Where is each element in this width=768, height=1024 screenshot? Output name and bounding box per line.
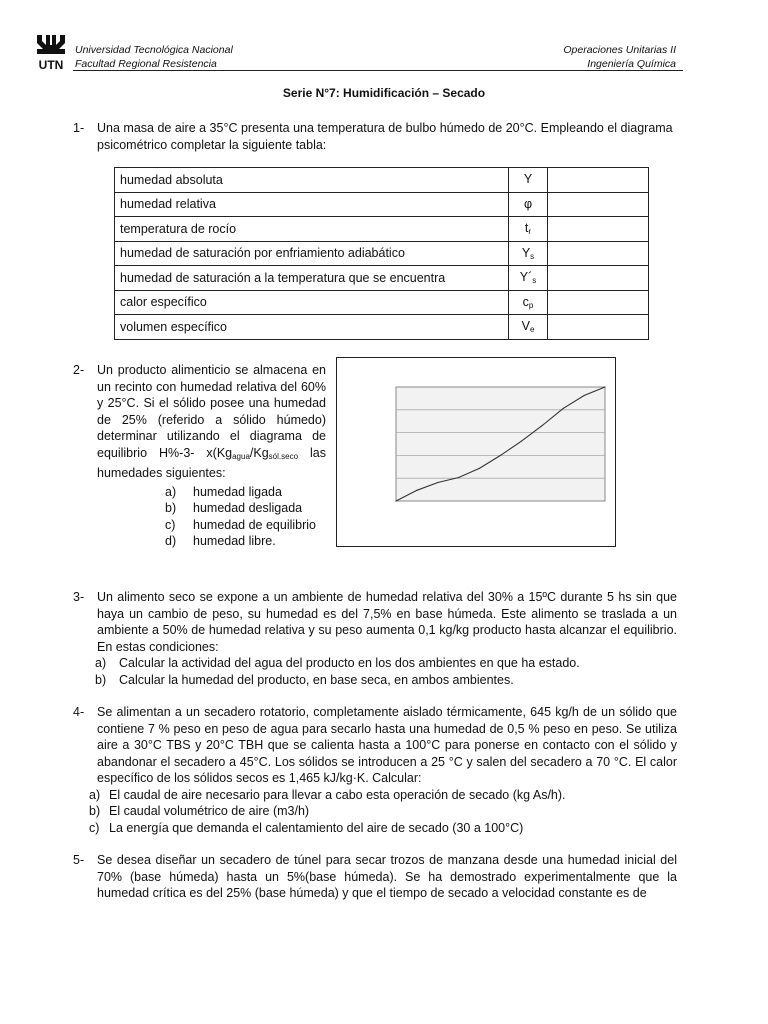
question-number: 5- [73,853,85,867]
question-text: Se desea diseñar un secadero de túnel para secar trozos de manzana desde una humedad inicial del 70% (base húmeda) hasta un 5%(base húmeda). Se ha demostrado experimentalmente que la humedad crítica es del 25% (base húmeda) y que el tiempo de secado a velocidad constante es de [97,853,677,900]
q2-text-part: /Kg [249,445,269,460]
item-label: a) [95,656,107,670]
plot-area [396,387,605,501]
item-label: b) [89,804,101,818]
data-point [604,386,605,387]
item-text: Calcular la actividad del agua del producto en los dos ambientes en que ha estado. [119,656,580,670]
symbol-subscript: s [530,251,535,261]
q4-list [89,787,677,837]
symbol-text: φ [523,196,533,211]
item-text: El caudal de aire necesario para llevar a cabo esta operación de secado (kg As/h). [109,787,566,802]
university-name: Universidad Tecnológica Nacional [75,44,233,56]
logo-text: UTN [38,58,64,72]
list-item [165,484,326,501]
question-text: Se alimentan a un secadero rotatorio, completamente aislado térmicamente, 645 kg/h de un sólido que contiene 7 % peso en peso de agua para secarlo hasta una humedad de 0,5 % peso en peso. Se utiliza aire a 30°C TBS y 20°C TBH que se calienta hasta a 100°C para ponerse en contacto con el sólido y abandonar el secadero a 45°C. Los sólidos se introducen a 25 °C y salen del secadero a 70 °C. El calor específico de los sólidos secos es 1,465 kJ/kg·K. Calcular: [97,705,677,785]
q2-text-part: las humedades siguientes: [97,445,326,480]
list-item [95,655,677,672]
chart-svg [337,358,615,546]
symbol-text: Y [521,245,531,260]
question-number: 2- [73,363,85,377]
data-point [437,482,438,483]
answer-cell[interactable] [548,217,649,242]
table-row [115,266,649,291]
question-text [97,362,326,482]
symbol-text: V [521,319,530,334]
row-label: volumen específico [115,315,509,340]
symbol-text: Y´ [519,270,533,285]
program-name: Ingeniería Química [587,58,676,70]
item-text: El caudal volumétrico de aire (m3/h) [109,804,310,818]
data-point [395,500,396,501]
list-item [165,500,326,517]
answer-cell[interactable] [548,168,649,193]
symbol-subscript: e [529,325,535,335]
item-label: b) [95,672,107,687]
data-point [500,455,501,456]
item-text: humedad de equilibrio [193,517,317,532]
question-4 [73,704,677,836]
answer-cell[interactable] [548,290,649,315]
table-row [115,290,649,315]
data-point [416,490,417,491]
table-row [115,315,649,340]
item-text: humedad desligada [193,501,303,515]
question-text: Una masa de aire a 35°C presenta una temperatura de bulbo húmedo de 20°C. Empleando el diagrama psicométrico completar la siguiente tabla: [97,121,673,152]
utn-logo [34,33,68,73]
row-label: humedad absoluta [115,168,509,193]
answer-cell[interactable] [548,315,649,340]
item-text: humedad libre. [193,534,276,548]
question-5 [73,852,677,902]
item-label: b) [165,501,177,515]
item-label: d) [165,534,177,548]
item-text: La energía que demanda el calentamiento del aire de secado (30 a 100°C) [109,820,524,835]
list-item [89,787,677,804]
course-name: Operaciones Unitarias II [563,44,676,56]
header-right [563,43,676,71]
data-point [521,441,522,442]
table-row [115,241,649,266]
question-number: 1- [73,121,85,135]
row-symbol [509,266,548,291]
list-item [89,803,677,820]
data-point [563,408,564,409]
item-label: c) [89,820,100,835]
row-symbol [509,168,548,193]
row-symbol [509,217,548,242]
q2-subscript: sól.seco [268,451,299,461]
question-text: Un alimento seco se expone a un ambiente de humedad relativa del 30% a 15ºC durante 5 hs sin que haya un cambio de peso, su humedad es del 7,5% en base húmeda. Este alimento se traslada a un ambiente a 50% de humedad relativa y su peso aumenta 0,1 kg/kg producto hasta alcanzar el equilibrio. En estas condiciones: [97,590,677,654]
row-label: humedad relativa [115,192,509,217]
question-3 [73,589,677,688]
answer-cell[interactable] [548,192,649,217]
question-number: 3- [73,590,85,604]
q2-subscript: agua [232,451,250,461]
data-point [542,425,543,426]
symbol-subscript: r [528,227,532,237]
row-symbol [509,315,548,340]
item-label: a) [89,787,101,802]
page-title: Serie N°7: Humidificación – Secado [282,86,486,100]
answer-cell[interactable] [548,241,649,266]
list-item [89,820,677,837]
symbol-subscript: p [528,300,534,310]
question-2 [73,362,326,550]
data-point [458,477,459,478]
table-row [115,192,649,217]
row-symbol [509,241,548,266]
item-label: a) [165,484,177,499]
header-divider [73,70,683,71]
item-label: c) [165,517,176,532]
list-item [95,672,677,689]
question-number: 4- [73,705,85,719]
symbol-text: c [522,294,529,309]
symbol-subscript: s [532,276,537,286]
q2-list [165,484,326,550]
psychrometric-table [114,167,649,340]
list-item [165,517,326,534]
q2-text-part: Un producto alimenticio se almacena en un recinto con humedad relativa del 60% y 25°C. Si el sólido posee una humedad de 25% (referido a sólido húmedo) determinar utilizando el diagrama de equilibrio H%-3- x(Kg [97,363,326,460]
data-point [584,395,585,396]
row-label: calor específico [115,290,509,315]
symbol-text: t [524,221,529,236]
item-text: humedad ligada [193,484,282,499]
row-symbol [509,290,548,315]
question-1 [73,120,685,153]
data-point [479,468,480,469]
list-item [165,533,326,550]
row-symbol [509,192,548,217]
q3-list [95,655,677,688]
table-row [115,168,649,193]
table-row [115,217,649,242]
item-text: Calcular la humedad del producto, en base seca, en ambos ambientes. [119,672,514,687]
answer-cell[interactable] [548,266,649,291]
faculty-name: Facultad Regional Resistencia [75,58,217,70]
equilibrium-chart [336,357,616,547]
row-label: humedad de saturación a la temperatura que se encuentra [115,266,509,291]
row-label: temperatura de rocío [115,217,509,242]
header-left [75,43,233,71]
symbol-text: Y [523,172,533,187]
row-label: humedad de saturación por enfriamiento adiabático [115,241,509,266]
